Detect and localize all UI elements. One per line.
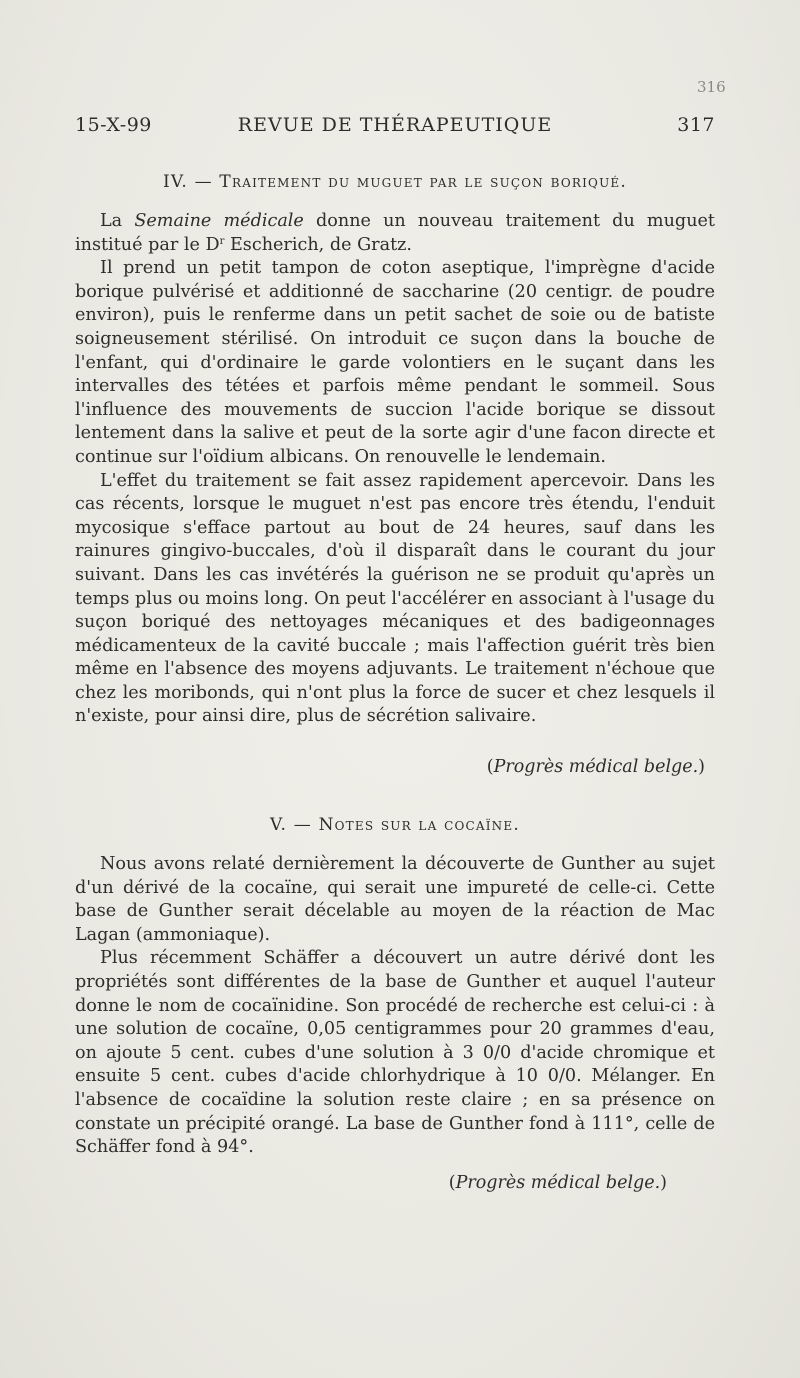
section-title-cocaine: V. — Notes sur la cocaïne. [270,815,520,835]
paren-close: ) [660,1173,667,1193]
paren-close: ) [698,757,705,777]
text-run: Escherich, de Gratz. [224,234,412,255]
running-header [75,114,715,144]
section-body-muguet [75,210,715,729]
section-body-cocaine [75,853,715,1160]
text-run: La [100,211,135,231]
paragraph [75,210,715,257]
superscript: r [219,235,225,247]
section-title-muguet: IV. — Traitement du muguet par le suçon boriqué. [163,172,627,192]
header-date: 15-X-99 [75,114,152,136]
text-run: donne un nouveau traitement du muguet institué par le D [75,211,716,255]
source-citation [367,1173,667,1193]
paragraph: Il prend un petit tampon de coton aseptique, l'imprègne d'acide borique pulvérisé et additionné de saccharine (20 centigr. de poudre environ), puis le renferme dans un petit sachet de soie ou de batiste soigneusement stérilisé. On introduit ce suçon dans la bouche de l'enfant, qui d'ordinaire le garde volontiers en le suçant dans les intervalles des tétées et parfois même pendant le sommeil. Sous l'influence des mouvements de succion l'acide borique se dissout lentement dans la salive et peut de la sorte agir d'une facon directe et continue sur l'oïdium albicans. On renouvelle le lendemain. [75,258,715,467]
paragraph: Nous avons relaté dernièrement la découverte de Gunther au sujet d'un dérivé de la cocaïne, qui serait une impureté de celle-ci. Cette base de Gunther serait décelable au moyen de la réaction de Mac Lagan (ammoniaque). [75,854,715,945]
source-text: Progrès médical belge. [455,1173,661,1193]
header-title: REVUE DE THÉRAPEUTIQUE [237,114,553,136]
paragraph: Plus récemment Schäffer a découvert un autre dérivé dont les propriétés sont différentes de la base de Gunther et auquel l'auteur donne le nom de cocaïnidine. Son procédé de recherche est celui-ci : à une solution de cocaïne, 0,05 centigrammes pour 20 grammes d'eau, on ajoute 5 cent. cubes d'une solution à 3 0/0 d'acide chromique et ensuite 5 cent. cubes d'acide chlorhydrique à 10 0/0. Mélanger. En l'absence de cocaïdine la solution reste claire ; en sa présence on constate un précipité orangé. La base de Gunther fond à 111°, celle de Schäffer fond à 94°. [75,948,715,1158]
page-number: 317 [677,114,715,136]
source-text: Progrès médical belge. [493,757,699,777]
source-citation [405,757,705,777]
paragraph: L'effet du traitement se fait assez rapidement apercevoir. Dans les cas récents, lorsque le muguet n'est pas encore très étendu, l'enduit mycosique s'efface partout au bout de 24 heures, sauf dans les rainures gingivo-buccales, d'où il disparaît dans le courant du jour suivant. Dans les cas invétérés la guérison ne se produit qu'après un temps plus ou moins long. On peut l'accélérer en associant à l'usage du suçon boriqué des nettoyages mécaniques et des badigeonnages médicamenteux de la cavité buccale ; mais l'affection guérit très bien même en l'absence des moyens adjuvants. Le traitement n'échoue que chez les moribonds, qui n'ont plus la force de sucer et chez lesquels il n'existe, pour ainsi dire, plus de sécrétion salivaire. [75,470,715,727]
paren-open: ( [486,757,494,777]
journal-name: Semaine médicale [134,211,304,231]
paren-open: ( [448,1173,456,1193]
corner-page-mark: 316 [697,78,726,96]
